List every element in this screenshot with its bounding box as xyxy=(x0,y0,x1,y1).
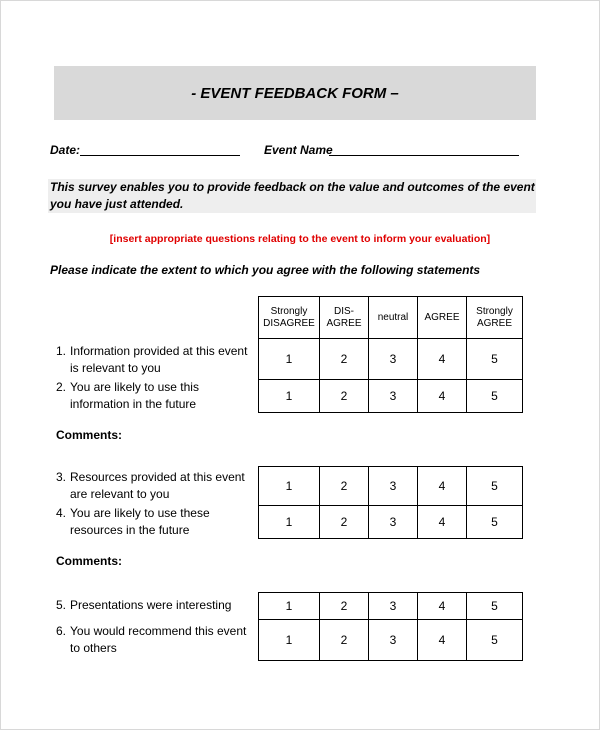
rating-cell[interactable]: 4 xyxy=(418,593,467,620)
rating-cell[interactable]: 5 xyxy=(467,593,523,620)
rating-cell[interactable]: 5 xyxy=(467,339,523,380)
rating-cell[interactable]: 2 xyxy=(320,506,369,539)
rating-cell[interactable]: 5 xyxy=(467,620,523,661)
rating-row-q3 xyxy=(259,467,523,506)
rating-cell[interactable]: 1 xyxy=(259,620,320,661)
rating-cell[interactable]: 2 xyxy=(320,467,369,506)
rating-cell[interactable]: 4 xyxy=(418,467,467,506)
statement-instruction: Please indicate the extent to which you agree with the following statements xyxy=(50,263,481,277)
rating-cell[interactable]: 5 xyxy=(467,380,523,413)
rating-cell[interactable]: 5 xyxy=(467,506,523,539)
comments-label: Comments: xyxy=(56,554,123,568)
rating-cell[interactable]: 3 xyxy=(369,339,418,380)
rating-cell[interactable]: 4 xyxy=(418,380,467,413)
rating-cell[interactable]: 1 xyxy=(259,593,320,620)
rating-cell[interactable]: 5 xyxy=(467,467,523,506)
date-label: Date: xyxy=(50,143,81,157)
rating-cell[interactable]: 3 xyxy=(369,506,418,539)
rating-cell[interactable]: 2 xyxy=(320,339,369,380)
scale-header-strongly-agree: Strongly AGREE xyxy=(467,297,523,339)
scale-header-agree: AGREE xyxy=(418,297,467,339)
rating-cell[interactable]: 2 xyxy=(320,620,369,661)
intro-text: This survey enables you to provide feedback on the value and outcomes of the event you have just attended. xyxy=(50,180,535,211)
rating-cell[interactable]: 3 xyxy=(369,593,418,620)
rating-cell[interactable]: 4 xyxy=(418,506,467,539)
rating-cell[interactable]: 1 xyxy=(259,380,320,413)
rating-row-q4 xyxy=(259,506,523,539)
rating-cell[interactable]: 3 xyxy=(369,380,418,413)
rating-row-q1 xyxy=(259,339,523,380)
rating-table-3 xyxy=(258,592,523,661)
scale-header-row xyxy=(259,297,523,339)
rating-cell[interactable]: 2 xyxy=(320,593,369,620)
date-field[interactable] xyxy=(80,155,240,156)
rating-cell[interactable]: 3 xyxy=(369,467,418,506)
rating-table-1 xyxy=(258,296,523,413)
rating-cell[interactable]: 1 xyxy=(259,467,320,506)
rating-cell[interactable]: 3 xyxy=(369,620,418,661)
event-name-label: Event Name xyxy=(264,143,333,157)
form-title: - EVENT FEEDBACK FORM – xyxy=(54,66,536,120)
rating-cell[interactable]: 4 xyxy=(418,620,467,661)
comments-label: Comments: xyxy=(56,428,123,442)
event-name-field[interactable] xyxy=(329,155,519,156)
rating-row-q2 xyxy=(259,380,523,413)
scale-header-neutral: neutral xyxy=(369,297,418,339)
rating-cell[interactable]: 4 xyxy=(418,339,467,380)
rating-cell[interactable]: 1 xyxy=(259,339,320,380)
scale-header-disagree: DIS- AGREE xyxy=(320,297,369,339)
scale-header-strongly-disagree: Strongly DISAGREE xyxy=(259,297,320,339)
rating-cell[interactable]: 1 xyxy=(259,506,320,539)
rating-row-q5 xyxy=(259,593,523,620)
rating-row-q6 xyxy=(259,620,523,661)
insert-note: [insert appropriate questions relating to the event to inform your evaluation] xyxy=(109,233,491,245)
rating-table-2 xyxy=(258,466,523,539)
rating-cell[interactable]: 2 xyxy=(320,380,369,413)
